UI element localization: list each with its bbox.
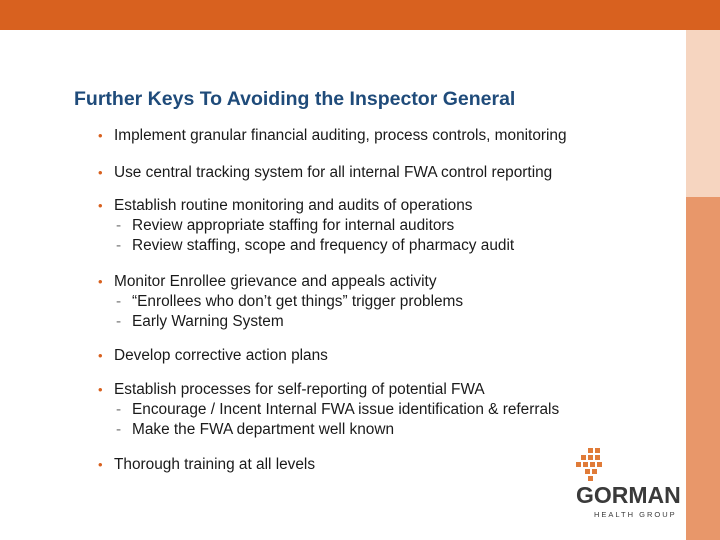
sub-item-text: Review staffing, scope and frequency of pharmacy audit	[132, 237, 515, 254]
bullet-item	[98, 380, 559, 440]
bullet-text: Monitor Enrollee grievance and appeals activity	[114, 273, 437, 290]
dash-icon: -	[116, 401, 122, 418]
sub-item	[98, 236, 514, 256]
bullet-text: Establish routine monitoring and audits of operations	[114, 197, 473, 214]
bullet-text: Develop corrective action plans	[114, 347, 328, 364]
bullet-text: Thorough training at all levels	[114, 456, 316, 473]
sub-item-text: Early Warning System	[132, 313, 284, 330]
side-stripe-dark	[686, 197, 720, 540]
bullet-item	[98, 455, 315, 475]
dash-icon: -	[116, 313, 122, 330]
bullet-dot-icon: •	[98, 274, 103, 289]
dash-icon: -	[116, 293, 122, 310]
side-stripe-light	[686, 30, 720, 197]
bullet-dot-icon: •	[98, 128, 103, 143]
bullet-dot-icon: •	[98, 382, 103, 397]
dash-icon: -	[116, 421, 122, 438]
sub-item	[98, 400, 559, 420]
sub-item-text: Review appropriate staffing for internal auditors	[132, 217, 455, 234]
top-accent-bar	[0, 0, 720, 30]
bullet-dot-icon: •	[98, 457, 103, 472]
sub-item	[98, 292, 463, 312]
slide-title: Further Keys To Avoiding the Inspector General	[74, 88, 516, 110]
bullet-dot-icon: •	[98, 198, 103, 213]
bullet-text: Establish processes for self-reporting of potential FWA	[114, 381, 485, 398]
bullet-text: Implement granular financial auditing, process controls, monitoring	[114, 127, 567, 144]
sub-item-text: “Enrollees who don’t get things” trigger problems	[132, 293, 464, 310]
bullet-item	[98, 196, 514, 256]
bullet-item	[98, 126, 567, 146]
bullet-item	[98, 272, 463, 332]
logo-wordmark: GORMAN	[576, 482, 681, 508]
sub-item	[98, 420, 559, 440]
sub-item	[98, 216, 514, 236]
bullet-dot-icon: •	[98, 165, 103, 180]
bullet-item	[98, 346, 328, 366]
sub-item-text: Make the FWA department well known	[132, 421, 395, 438]
sub-item-text: Encourage / Incent Internal FWA issue identification & referrals	[132, 401, 560, 418]
bullet-text: Use central tracking system for all internal FWA control reporting	[114, 164, 553, 181]
bullet-item	[98, 163, 552, 183]
gorman-logo	[576, 448, 681, 519]
bullet-dot-icon: •	[98, 348, 103, 363]
logo-tagline: HEALTH GROUP	[594, 510, 677, 519]
dash-icon: -	[116, 217, 122, 234]
sub-item	[98, 312, 463, 332]
dash-icon: -	[116, 237, 122, 254]
